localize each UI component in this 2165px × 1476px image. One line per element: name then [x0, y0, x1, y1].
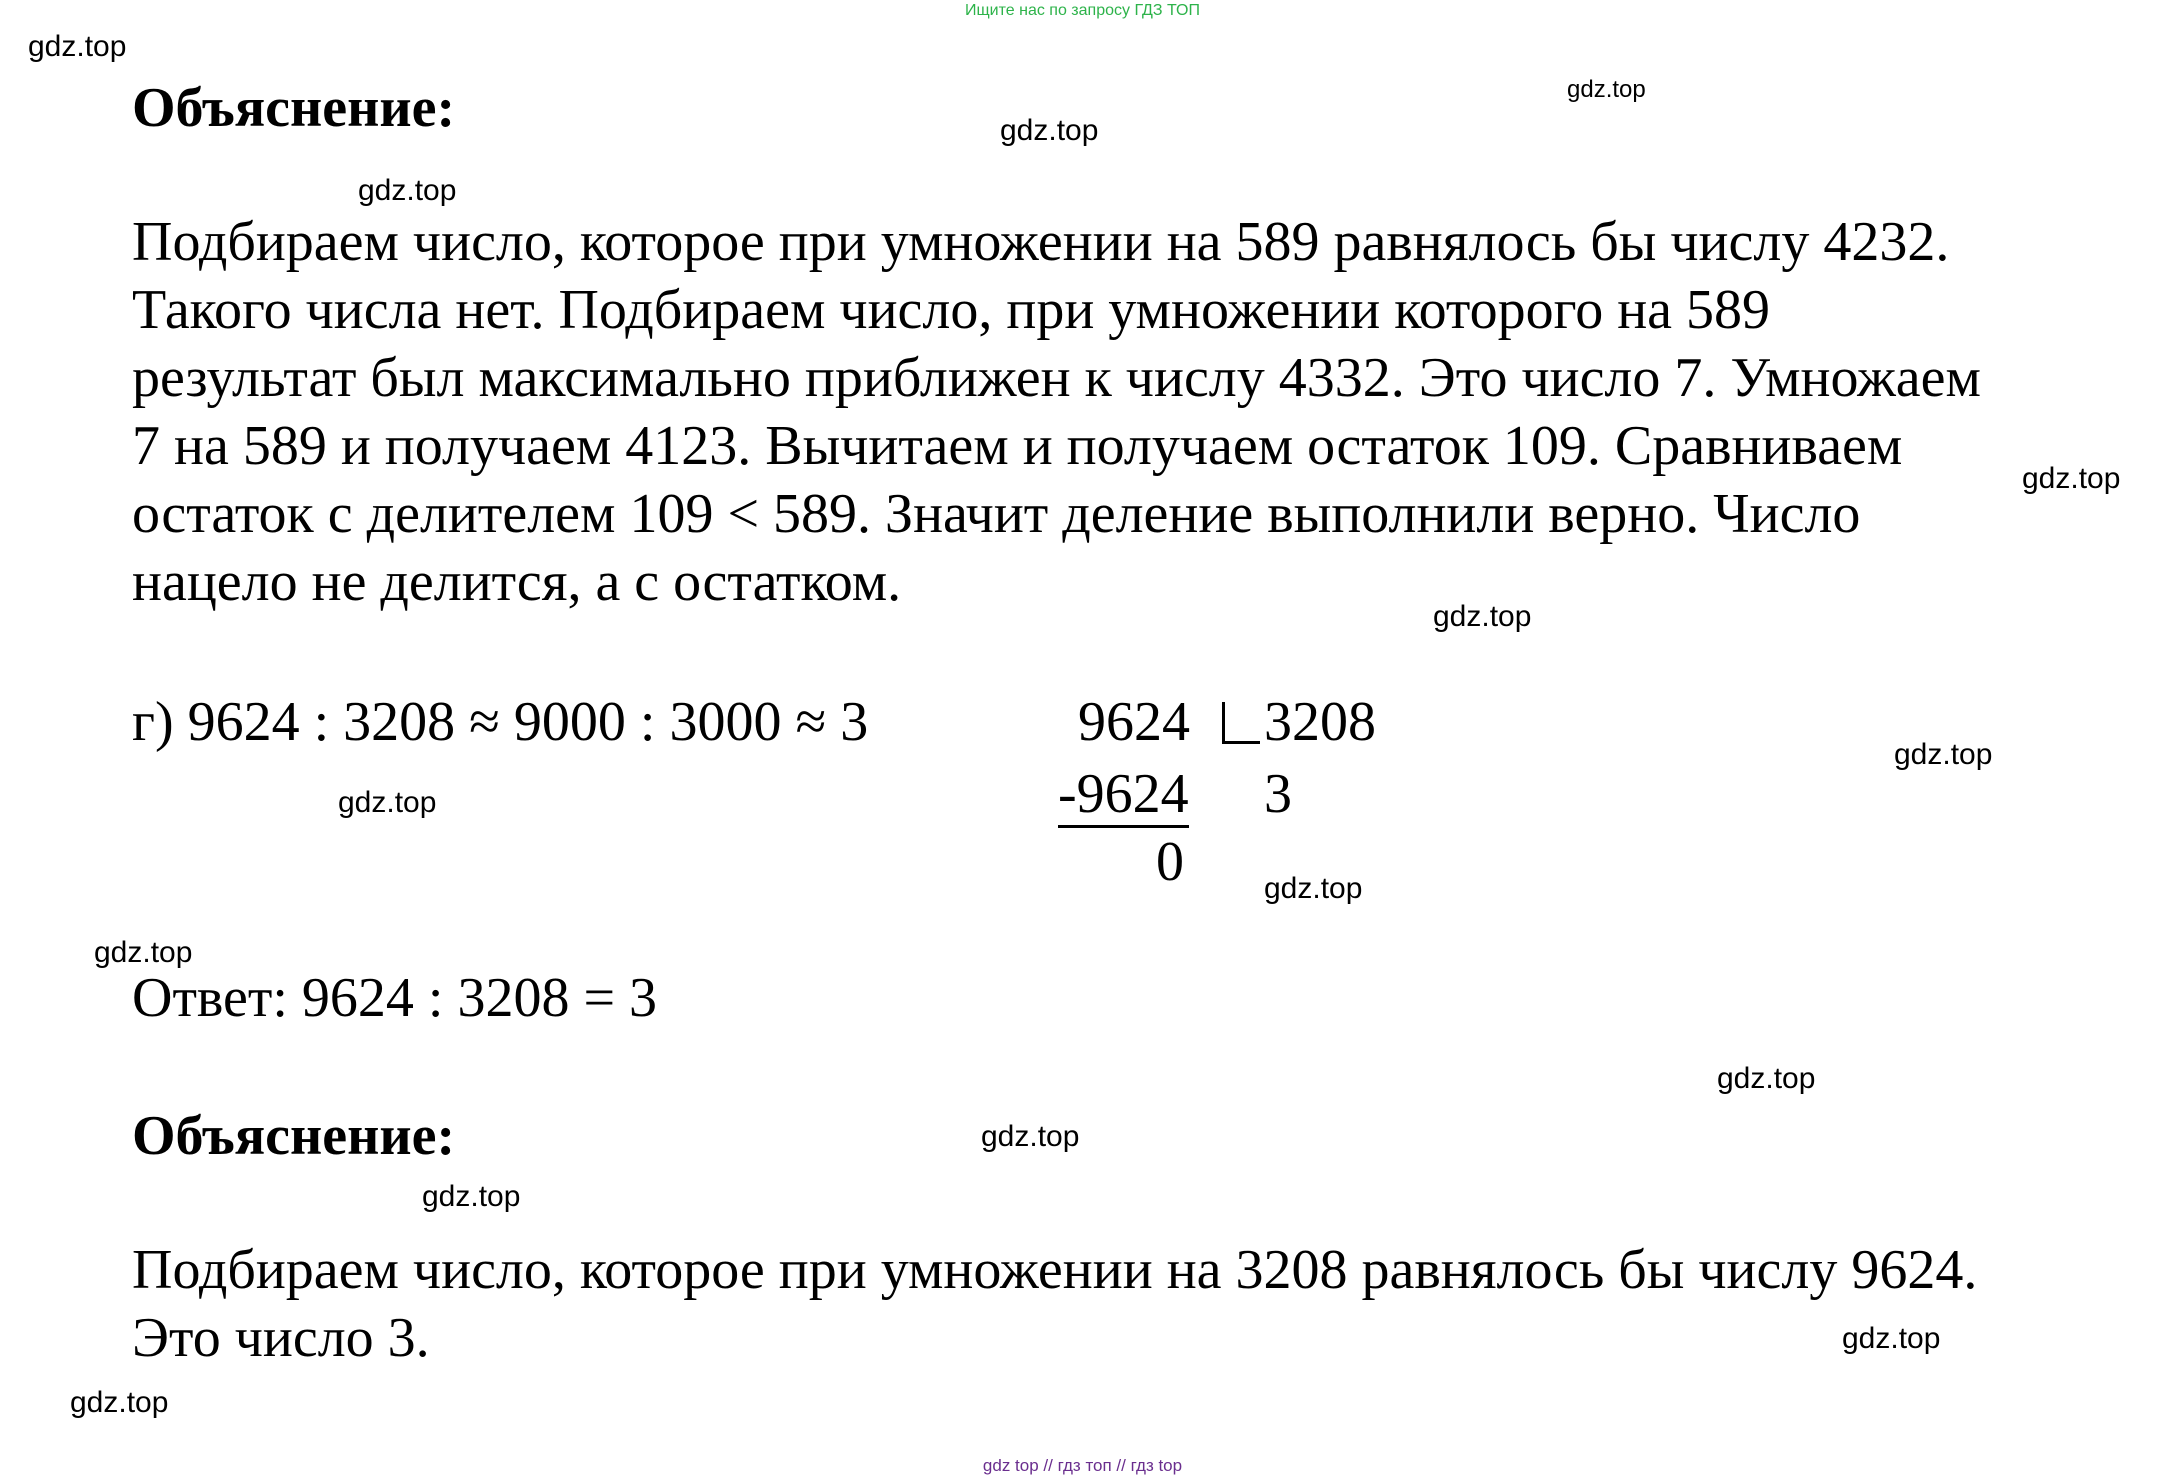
watermark: gdz.top	[2022, 462, 2121, 495]
explanation-heading: Объяснение:	[132, 77, 456, 139]
division-divisor: 3208	[1264, 691, 1376, 753]
watermark: gdz.top	[1000, 114, 1099, 147]
watermark: gdz.top	[338, 786, 437, 819]
explanation-paragraph	[132, 208, 1981, 616]
footer-links: gdz top // гдз топ // гдз top	[982, 1456, 1183, 1475]
long-division-bracket	[1222, 702, 1260, 744]
search-banner: Ищите нас по запросу ГДЗ ТОП	[965, 2, 1200, 19]
paragraph-line: нацело не делится, а с остатком.	[132, 551, 902, 613]
paragraph-line: результат был максимально приближен к числу 4332. Это число 7. Умножаем	[132, 347, 1981, 409]
watermark: gdz.top	[1894, 738, 1993, 771]
estimate-expression: г) 9624 : 3208 ≈ 9000 : 3000 ≈ 3	[132, 691, 869, 753]
watermark: gdz.top	[28, 30, 127, 63]
paragraph-line: Такого числа нет. Подбираем число, при умножении которого на 589	[132, 279, 1771, 341]
answer-line: Ответ: 9624 : 3208 = 3	[132, 967, 658, 1029]
paragraph-line: Подбираем число, которое при умножении на 589 равнялось бы числу 4232.	[132, 211, 1950, 273]
watermark: gdz.top	[1567, 76, 1646, 103]
watermark: gdz.top	[1264, 872, 1363, 905]
watermark: gdz.top	[981, 1120, 1080, 1153]
division-dividend: 9624	[1078, 691, 1190, 753]
watermark: gdz.top	[358, 174, 457, 207]
watermark: gdz.top	[1717, 1062, 1816, 1095]
division-divisor-group	[1222, 690, 1376, 754]
watermark: gdz.top	[1842, 1322, 1941, 1355]
paragraph-line: Это число 3.	[132, 1307, 430, 1369]
explanation-heading: Объяснение:	[132, 1105, 456, 1167]
explanation-paragraph	[132, 1236, 1977, 1372]
watermark: gdz.top	[94, 936, 193, 969]
watermark: gdz.top	[70, 1386, 169, 1419]
division-subtrahend-wrap	[1058, 762, 1189, 826]
paragraph-line: Подбираем число, которое при умножении на 3208 равнялось бы числу 9624.	[132, 1239, 1978, 1301]
watermark: gdz.top	[422, 1180, 521, 1213]
paragraph-line: 7 на 589 и получаем 4123. Вычитаем и получаем остаток 109. Сравниваем	[132, 415, 1903, 477]
division-subtrahend: -9624	[1058, 763, 1189, 828]
division-remainder: 0	[1156, 831, 1184, 893]
paragraph-line: остаток с делителем 109 < 589. Значит деление выполнили верно. Число	[132, 483, 1861, 545]
division-quotient: 3	[1264, 763, 1292, 825]
watermark: gdz.top	[1433, 600, 1532, 633]
